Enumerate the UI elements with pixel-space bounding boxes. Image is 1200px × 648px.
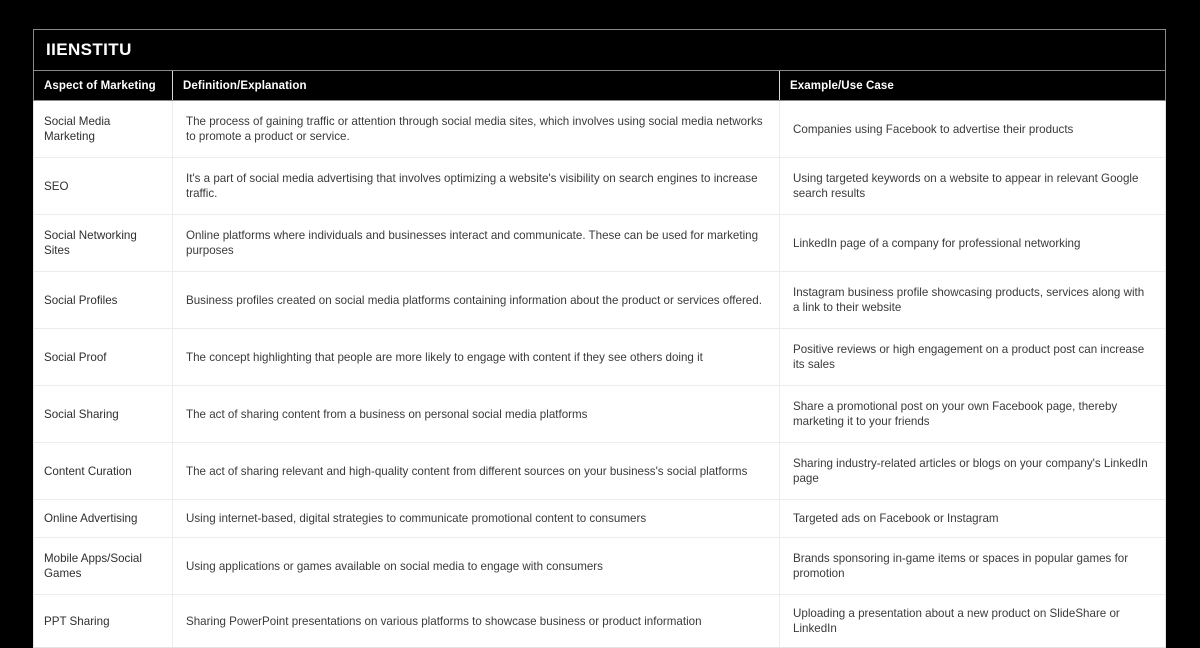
cell-definition: It's a part of social media advertising that involves optimizing a website's visibility on search engines to increase traffic. bbox=[172, 158, 779, 214]
table-row bbox=[34, 500, 1165, 538]
cell-definition: Online platforms where individuals and businesses interact and communicate. These can be used for marketing purposes bbox=[172, 215, 779, 271]
table-row bbox=[34, 538, 1165, 595]
cell-example: Targeted ads on Facebook or Instagram bbox=[779, 500, 1165, 537]
cell-definition: Business profiles created on social media platforms containing information about the product or services offered. bbox=[172, 272, 779, 328]
cell-definition: The process of gaining traffic or attention through social media sites, which involves using social media networks to promote a product or service. bbox=[172, 101, 779, 157]
table-header-row bbox=[33, 71, 1166, 101]
table-body bbox=[33, 101, 1166, 648]
marketing-aspects-table bbox=[33, 29, 1166, 648]
cell-example: Companies using Facebook to advertise their products bbox=[779, 101, 1165, 157]
table-row bbox=[34, 595, 1165, 647]
table-row bbox=[34, 215, 1165, 272]
brand-title-bar bbox=[33, 29, 1166, 71]
table-row bbox=[34, 272, 1165, 329]
cell-aspect: Content Curation bbox=[44, 464, 132, 478]
cell-aspect: Social Proof bbox=[44, 350, 107, 364]
cell-aspect: Mobile Apps/Social Games bbox=[44, 552, 142, 580]
cell-aspect: Social Media Marketing bbox=[44, 115, 111, 143]
column-header-example: Example/Use Case bbox=[779, 71, 1165, 100]
cell-aspect: Online Advertising bbox=[44, 512, 138, 525]
cell-example: Positive reviews or high engagement on a product post can increase its sales bbox=[779, 329, 1165, 385]
brand-logo-text: IIENSTITU bbox=[46, 40, 132, 59]
cell-example: Uploading a presentation about a new product on SlideShare or LinkedIn bbox=[779, 595, 1165, 647]
cell-example: Instagram business profile showcasing products, services along with a link to their website bbox=[779, 272, 1165, 328]
cell-aspect: SEO bbox=[44, 179, 69, 193]
table-row bbox=[34, 101, 1165, 158]
table-row bbox=[34, 443, 1165, 500]
column-header-definition: Definition/Explanation bbox=[172, 71, 779, 100]
cell-aspect: PPT Sharing bbox=[44, 614, 110, 628]
cell-definition: The act of sharing content from a business on personal social media platforms bbox=[172, 386, 779, 442]
cell-aspect: Social Profiles bbox=[44, 293, 118, 307]
cell-definition: Sharing PowerPoint presentations on various platforms to showcase business or product information bbox=[172, 595, 779, 647]
cell-definition: Using internet-based, digital strategies to communicate promotional content to consumers bbox=[172, 500, 779, 537]
cell-example: Share a promotional post on your own Facebook page, thereby marketing it to your friends bbox=[779, 386, 1165, 442]
cell-aspect: Social Sharing bbox=[44, 407, 119, 421]
table-row bbox=[34, 158, 1165, 215]
cell-definition: The concept highlighting that people are more likely to engage with content if they see others doing it bbox=[172, 329, 779, 385]
cell-example: Brands sponsoring in-game items or spaces in popular games for promotion bbox=[779, 538, 1165, 594]
cell-example: Sharing industry-related articles or blogs on your company's LinkedIn page bbox=[779, 443, 1165, 499]
column-header-aspect: Aspect of Marketing bbox=[44, 79, 156, 92]
cell-aspect: Social Networking Sites bbox=[44, 229, 137, 257]
cell-definition: The act of sharing relevant and high-quality content from different sources on your business's social platforms bbox=[172, 443, 779, 499]
cell-example: LinkedIn page of a company for professional networking bbox=[779, 215, 1165, 271]
table-row bbox=[34, 329, 1165, 386]
table-row bbox=[34, 386, 1165, 443]
cell-definition: Using applications or games available on social media to engage with consumers bbox=[172, 538, 779, 594]
cell-example: Using targeted keywords on a website to appear in relevant Google search results bbox=[779, 158, 1165, 214]
